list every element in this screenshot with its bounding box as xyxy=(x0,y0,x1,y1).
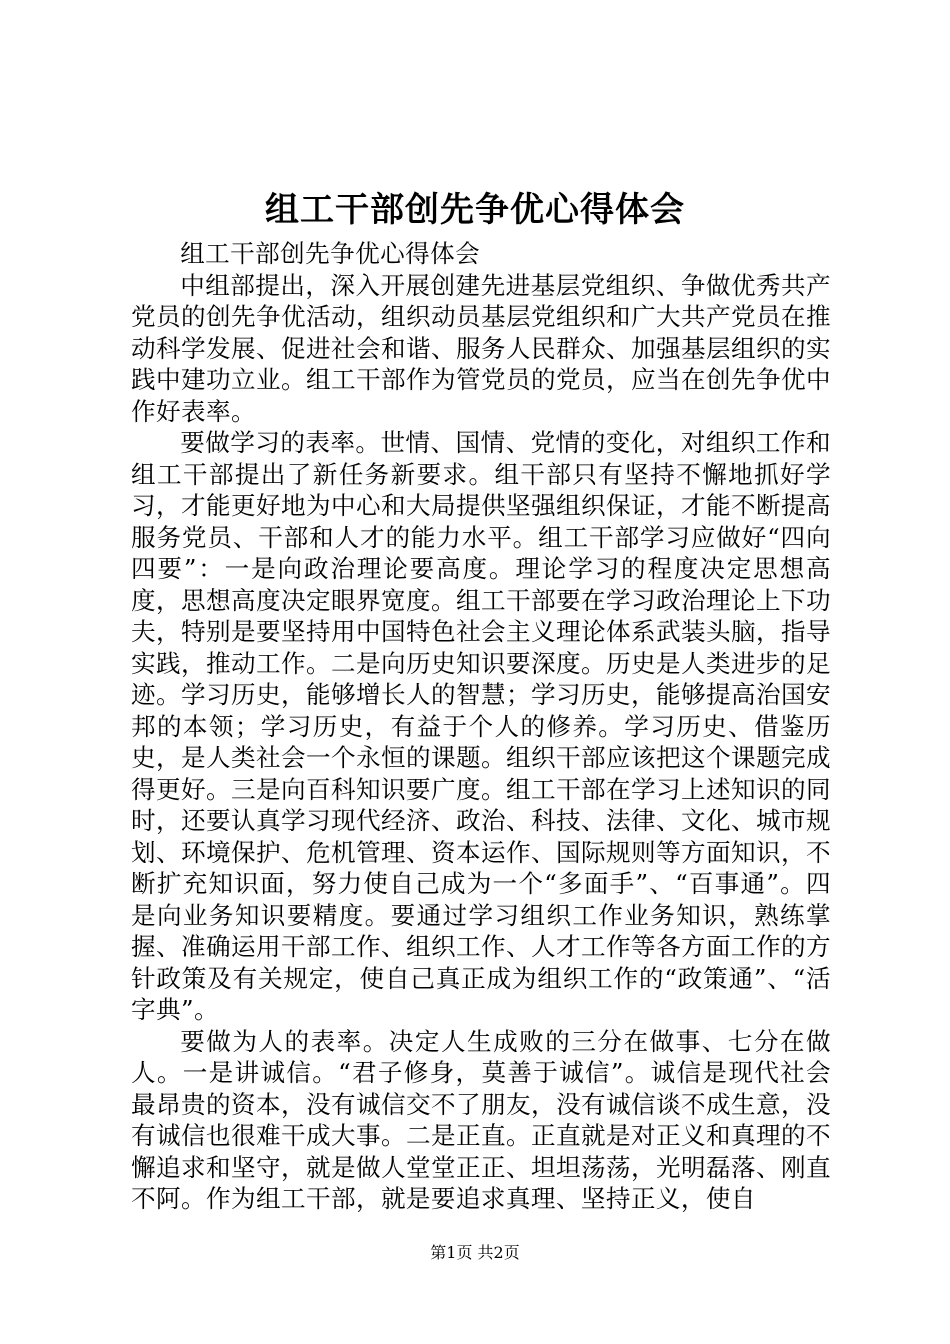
document-body xyxy=(131,238,831,1215)
page-footer: 第1页 共2页 xyxy=(430,1243,520,1262)
paragraph-intro: 中组部提出，深入开展创建先进基层党组织、争做优秀共产党员的创先争优活动，组织动员基层党组织和广大共产党员在推动科学发展、促进社会和谐、服务人民群众、加强基层组织的实践中建功立业。组工干部作为管党员的党员，应当在创先争优中作好表率。 xyxy=(131,270,831,426)
paragraph-subtitle: 组工干部创先争优心得体会 xyxy=(180,239,481,268)
paragraph-study: 要做学习的表率。世情、国情、党情的变化，对组织工作和组工干部提出了新任务新要求。组干部只有坚持不懈地抓好学习，才能更好地为中心和大局提供坚强组织保证，才能不断提高服务党员、干部和人才的能力水平。组工干部学习应做好“四向四要”：一是向政治理论要高度。理论学习的程度决定思想高度，思想高度决定眼界宽度。组工干部要在学习政治理论上下功夫，特别是要坚持用中国特色社会主义理论体系武装头脑，指导实践，推动工作。二是向历史知识要深度。历史是人类进步的足迹。学习历史，能够增长人的智慧；学习历史，能够提高治国安邦的本领；学习历史，有益于个人的修养。学习历史、借鉴历史，是人类社会一个永恒的课题。组织干部应该把这个课题完成得更好。三是向百科知识要广度。组工干部在学习上述知识的同时，还要认真学习现代经济、政治、科技、法律、文化、城市规划、环境保护、危机管理、资本运作、国际规则等方面知识，不断扩充知识面，努力使自己成为一个“多面手”、“百事通”。四是向业务知识要精度。要通过学习组织工作业务知识，熟练掌握、准确运用干部工作、组织工作、人才工作等各方面工作的方针政策及有关规定，使自己真正成为组织工作的“政策通”、“活字典”。 xyxy=(131,428,831,1024)
paragraph-conduct: 要做为人的表率。决定人生成败的三分在做事、七分在做人。一是讲诚信。“君子修身，莫善于诚信”。诚信是现代社会最昂贵的资本，没有诚信交不了朋友，没有诚信谈不成生意，没有诚信也很难干成大事。二是正直。正直就是对正义和真理的不懈追求和坚守，就是做人堂堂正正、坦坦荡荡，光明磊落、刚直不阿。作为组工干部，就是要追求真理、坚持正义，使自 xyxy=(131,1026,831,1213)
document-title: 组工干部创先争优心得体会 xyxy=(265,190,685,230)
